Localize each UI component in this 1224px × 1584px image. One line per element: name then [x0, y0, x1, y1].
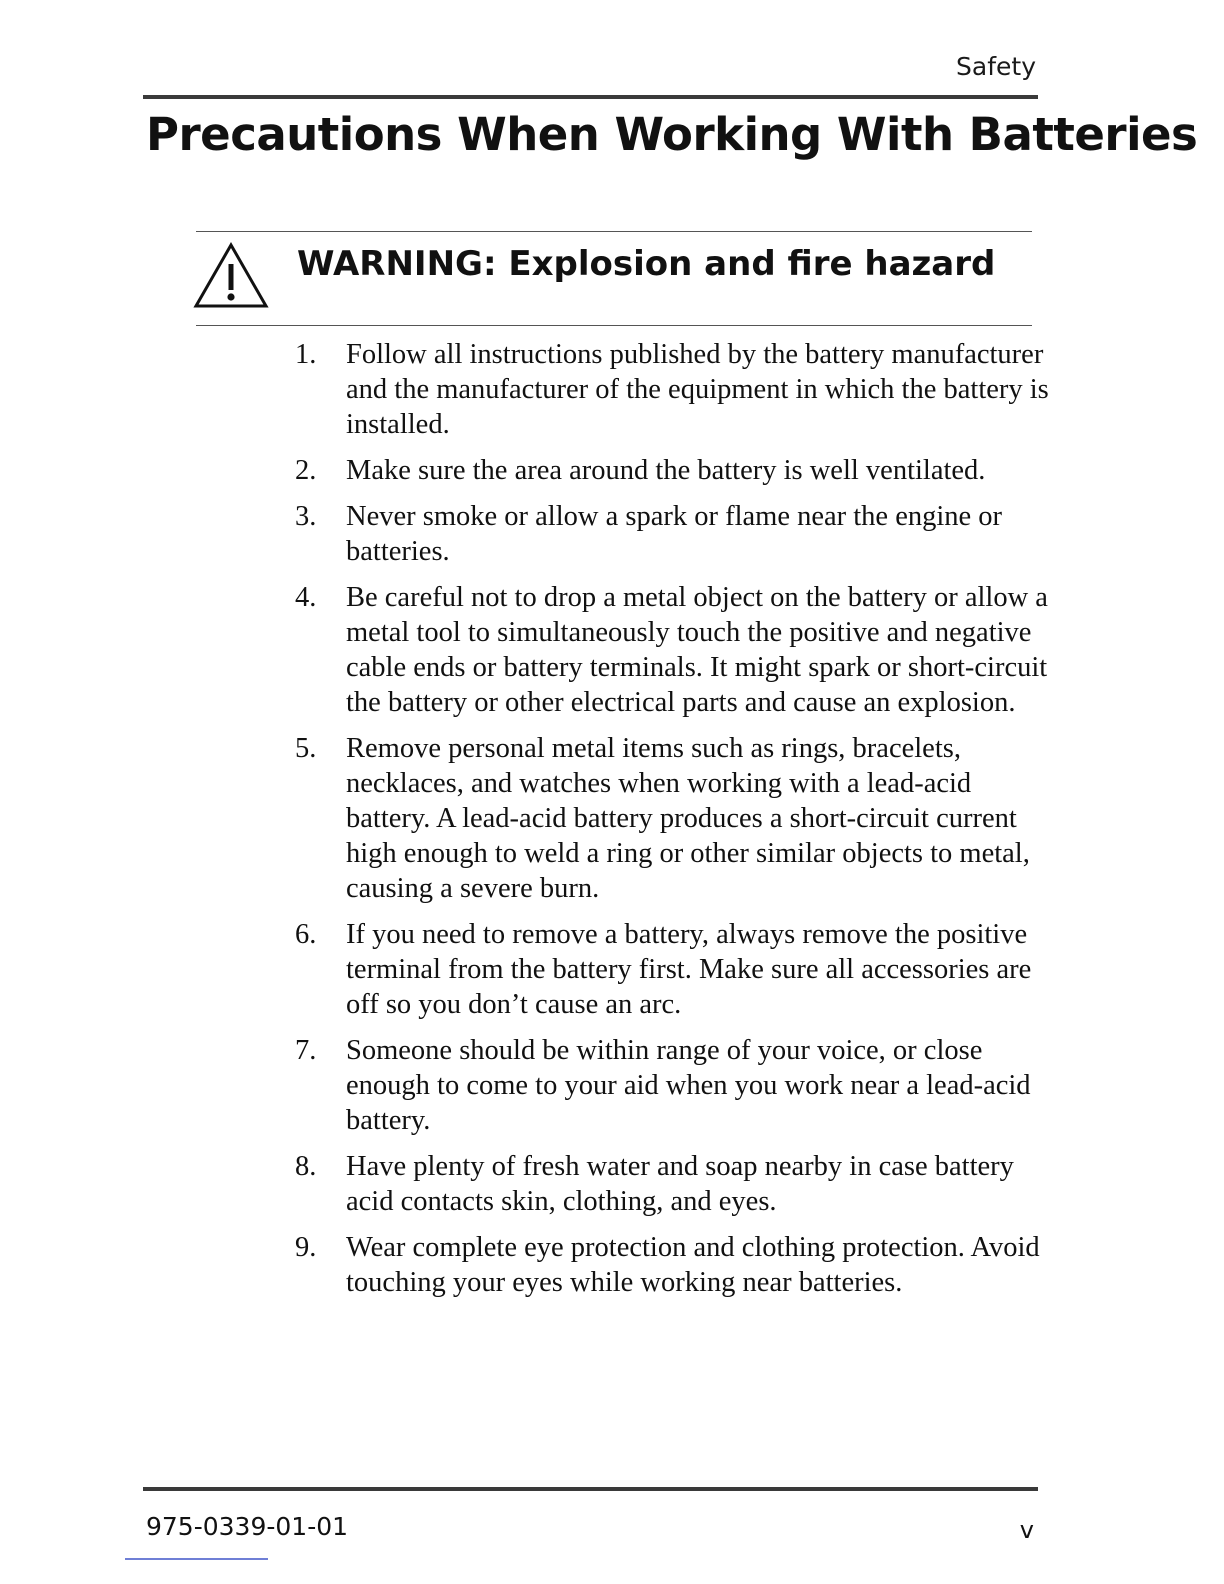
list-item: [290, 917, 1050, 1022]
list-item: [290, 337, 1050, 442]
step-text: Never smoke or allow a spark or flame near the engine or batteries.: [346, 501, 1003, 567]
warning-triangle-icon: [193, 242, 269, 310]
running-header-section: Safety: [956, 52, 1036, 81]
step-text: Someone should be within range of your voice, or close enough to come to your aid when you work near a lead-acid battery.: [346, 1035, 1031, 1136]
step-number: 9.: [295, 1232, 317, 1263]
step-number: 6.: [295, 919, 317, 950]
scan-edge-mark: [125, 1558, 268, 1560]
step-number: 8.: [295, 1151, 317, 1182]
list-item: [290, 580, 1050, 720]
document-number: 975-0339-01-01: [146, 1512, 349, 1541]
list-item: [290, 453, 1050, 488]
step-number: 7.: [295, 1035, 317, 1066]
warning-heading: WARNING: Explosion and fire hazard: [297, 244, 996, 284]
list-item: [290, 499, 1050, 569]
step-text: Wear complete eye protection and clothing protection. Avoid touching your eyes while working near batteries.: [346, 1232, 1040, 1298]
step-text: Make sure the area around the battery is well ventilated.: [346, 455, 986, 486]
step-number: 1.: [295, 339, 317, 370]
step-text: Follow all instructions published by the battery manufacturer and the manufacturer of the equipment in which the battery is installed.: [346, 339, 1049, 440]
step-number: 3.: [295, 501, 317, 532]
list-item: [290, 1033, 1050, 1138]
list-item: [290, 731, 1050, 906]
header-rule: [143, 95, 1038, 99]
footer-rule: [143, 1487, 1038, 1491]
step-text: If you need to remove a battery, always remove the positive terminal from the battery first. Make sure all accessories are off so you don’t cause an arc.: [346, 919, 1032, 1020]
warning-bottom-rule: [196, 325, 1032, 326]
step-number: 4.: [295, 582, 317, 613]
list-item: [290, 1230, 1050, 1300]
step-text: Have plenty of fresh water and soap nearby in case battery acid contacts skin, clothing, and eyes.: [346, 1151, 1014, 1217]
page-number: v: [1019, 1516, 1034, 1544]
step-text: Remove personal metal items such as rings, bracelets, necklaces, and watches when working with a lead-acid battery. A lead-acid battery produces a short-circuit current high enough to weld a ring or other similar objects to metal, causing a severe burn.: [346, 733, 1030, 904]
list-item: [290, 1149, 1050, 1219]
step-number: 5.: [295, 733, 317, 764]
step-text: Be careful not to drop a metal object on the battery or allow a metal tool to simultaneously touch the positive and negative cable ends or battery terminals. It might spark or short-circuit the battery or other electrical parts and cause an explosion.: [346, 582, 1048, 718]
step-number: 2.: [295, 455, 317, 486]
warning-top-rule: [196, 231, 1032, 232]
precaution-steps-list: [290, 337, 1050, 1311]
page-title: Precautions When Working With Batteries: [146, 108, 1198, 161]
